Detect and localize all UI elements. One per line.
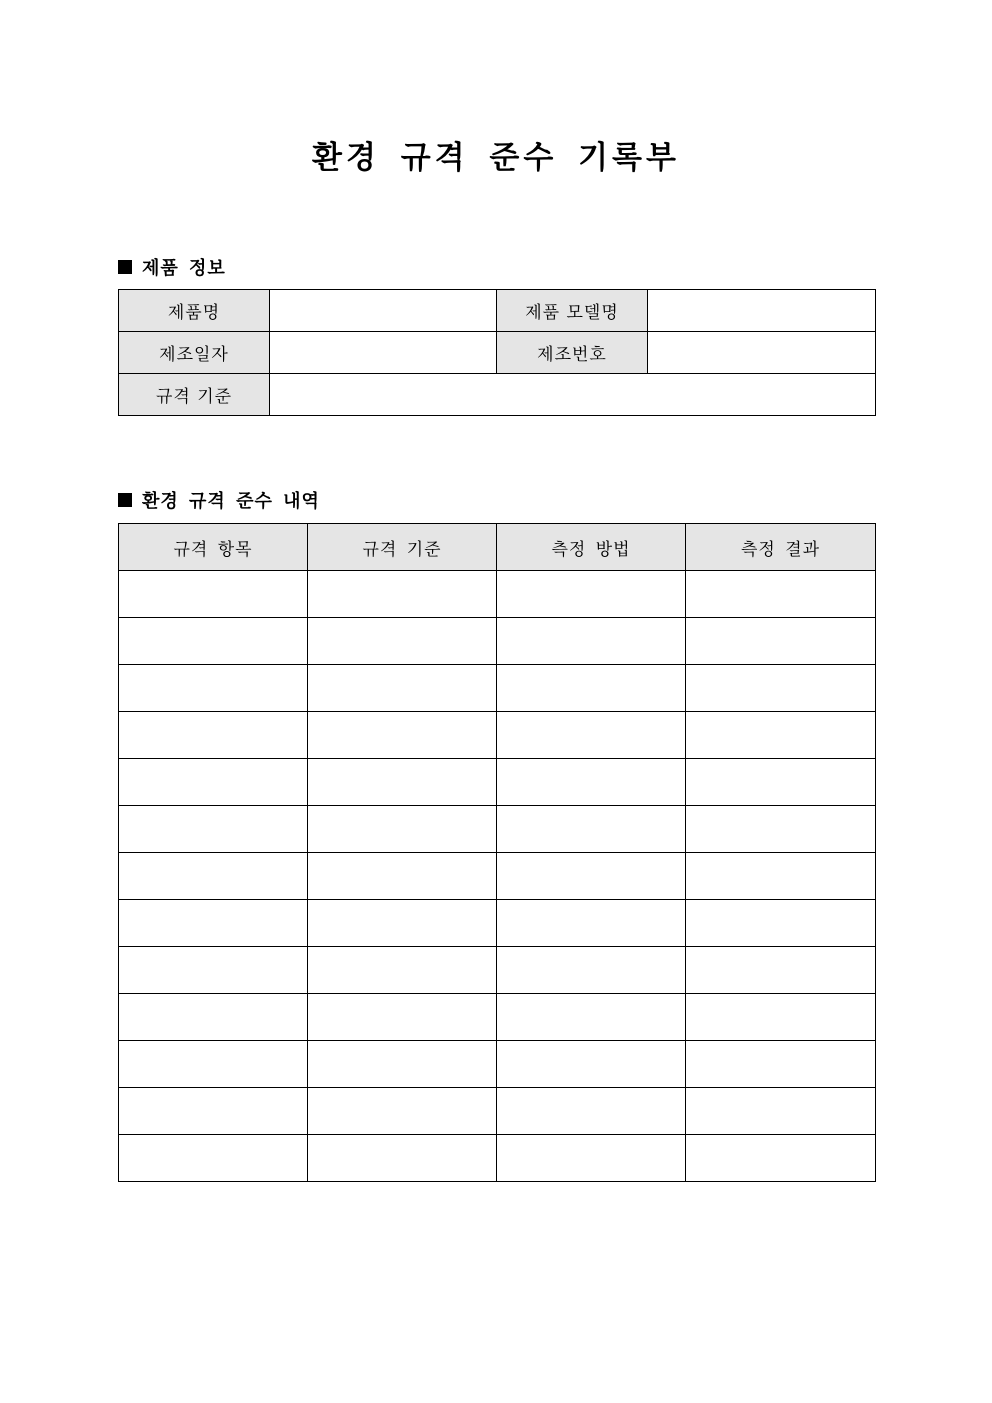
compliance-heading-label: 환경 규격 준수 내역: [142, 491, 320, 512]
method-cell[interactable]: [497, 712, 686, 759]
standard-cell[interactable]: [308, 1135, 497, 1182]
table-row: [119, 665, 876, 712]
result-cell[interactable]: [686, 947, 876, 994]
method-cell[interactable]: [497, 1041, 686, 1088]
product-name-label: 제품명: [119, 290, 270, 332]
standard-cell[interactable]: [308, 1088, 497, 1135]
table-row: [119, 1135, 876, 1182]
method-cell[interactable]: [497, 571, 686, 618]
manufacture-date-label: 제조일자: [119, 332, 270, 374]
method-cell[interactable]: [497, 994, 686, 1041]
table-row: [119, 290, 876, 332]
product-info-heading-label: 제품 정보: [142, 258, 226, 279]
column-header-standard: 규격 기준: [308, 524, 497, 571]
method-cell[interactable]: [497, 618, 686, 665]
standard-cell[interactable]: [308, 1041, 497, 1088]
product-name-field[interactable]: [270, 290, 497, 332]
method-cell[interactable]: [497, 806, 686, 853]
result-cell[interactable]: [686, 900, 876, 947]
table-row: [119, 947, 876, 994]
table-row: [119, 374, 876, 416]
item-cell[interactable]: [119, 759, 308, 806]
method-cell[interactable]: [497, 1088, 686, 1135]
product-model-label: 제품 모델명: [497, 290, 648, 332]
item-cell[interactable]: [119, 994, 308, 1041]
table-row: [119, 994, 876, 1041]
standard-cell[interactable]: [308, 571, 497, 618]
standard-label: 규격 기준: [119, 374, 270, 416]
serial-number-field[interactable]: [648, 332, 876, 374]
standard-cell[interactable]: [308, 759, 497, 806]
item-cell[interactable]: [119, 853, 308, 900]
standard-cell[interactable]: [308, 900, 497, 947]
table-row: [119, 1088, 876, 1135]
square-bullet-icon: [118, 493, 132, 507]
result-cell[interactable]: [686, 1041, 876, 1088]
result-cell[interactable]: [686, 806, 876, 853]
item-cell[interactable]: [119, 571, 308, 618]
product-model-field[interactable]: [648, 290, 876, 332]
table-row: [119, 853, 876, 900]
item-cell[interactable]: [119, 618, 308, 665]
standard-cell[interactable]: [308, 994, 497, 1041]
product-info-heading: [118, 254, 226, 280]
result-cell[interactable]: [686, 1135, 876, 1182]
result-cell[interactable]: [686, 712, 876, 759]
result-cell[interactable]: [686, 994, 876, 1041]
item-cell[interactable]: [119, 1041, 308, 1088]
standard-cell[interactable]: [308, 712, 497, 759]
result-cell[interactable]: [686, 571, 876, 618]
compliance-table: [118, 523, 876, 1182]
result-cell[interactable]: [686, 853, 876, 900]
standard-field[interactable]: [270, 374, 876, 416]
table-row: [119, 712, 876, 759]
manufacture-date-field[interactable]: [270, 332, 497, 374]
method-cell[interactable]: [497, 1135, 686, 1182]
table-row: [119, 332, 876, 374]
method-cell[interactable]: [497, 900, 686, 947]
serial-number-label: 제조번호: [497, 332, 648, 374]
table-header-row: [119, 524, 876, 571]
item-cell[interactable]: [119, 806, 308, 853]
square-bullet-icon: [118, 260, 132, 274]
table-row: [119, 571, 876, 618]
standard-cell[interactable]: [308, 853, 497, 900]
column-header-method: 측정 방법: [497, 524, 686, 571]
result-cell[interactable]: [686, 759, 876, 806]
item-cell[interactable]: [119, 712, 308, 759]
method-cell[interactable]: [497, 853, 686, 900]
result-cell[interactable]: [686, 1088, 876, 1135]
method-cell[interactable]: [497, 947, 686, 994]
item-cell[interactable]: [119, 947, 308, 994]
item-cell[interactable]: [119, 665, 308, 712]
table-row: [119, 759, 876, 806]
standard-cell[interactable]: [308, 618, 497, 665]
method-cell[interactable]: [497, 759, 686, 806]
table-row: [119, 618, 876, 665]
result-cell[interactable]: [686, 618, 876, 665]
standard-cell[interactable]: [308, 665, 497, 712]
compliance-heading: [118, 487, 320, 513]
column-header-result: 측정 결과: [686, 524, 876, 571]
result-cell[interactable]: [686, 665, 876, 712]
product-info-table: [118, 289, 876, 416]
item-cell[interactable]: [119, 1135, 308, 1182]
column-header-item: 규격 항목: [119, 524, 308, 571]
page-title: 환경 규격 준수 기록부: [312, 140, 680, 176]
standard-cell[interactable]: [308, 947, 497, 994]
standard-cell[interactable]: [308, 806, 497, 853]
table-row: [119, 806, 876, 853]
method-cell[interactable]: [497, 665, 686, 712]
item-cell[interactable]: [119, 1088, 308, 1135]
compliance-table-body: [119, 571, 876, 1182]
table-row: [119, 1041, 876, 1088]
item-cell[interactable]: [119, 900, 308, 947]
table-row: [119, 900, 876, 947]
